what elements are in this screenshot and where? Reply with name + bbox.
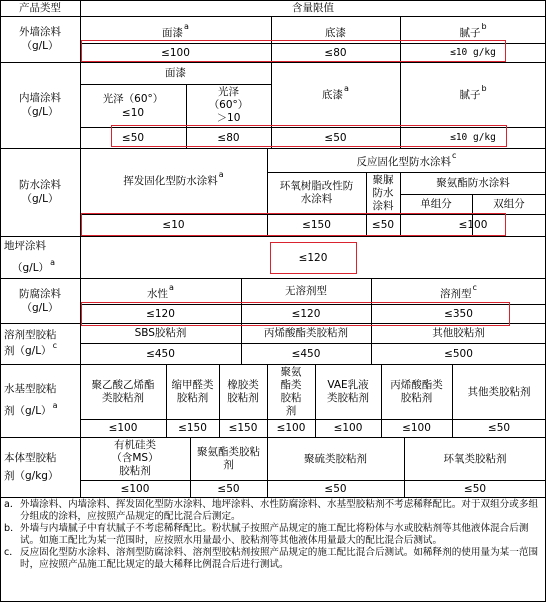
- solvent-adh-acrylic-header: 丙烯酸酯类胶粘剂: [264, 327, 348, 339]
- water-adh-formal-value: ≤150: [178, 422, 207, 434]
- exterior-topcoat-value: ≤100: [161, 46, 190, 59]
- floor-category: [0, 236, 80, 278]
- body-adh-silicone-value: ≤100: [120, 482, 150, 495]
- interior-primer-value: ≤50: [324, 131, 347, 144]
- water-adh-other-header: 其他类胶粘剂: [467, 385, 531, 398]
- waterproof-evap-value: ≤10: [162, 219, 185, 231]
- interior-putty-header: 腻子 b: [459, 83, 487, 101]
- anticorr-solvent-value: ≤350: [444, 307, 473, 320]
- header-product-type: 产品类型: [19, 2, 61, 14]
- highlight-exterior-values: [81, 40, 506, 62]
- interior-putty-value: ≤10 g/kg: [450, 131, 496, 143]
- exterior-topcoat-header: 面漆 a: [162, 21, 189, 39]
- water-adh-name: 水基型胶粘: [4, 383, 57, 395]
- water-adh-unit: 剂$(g/L)^a$: [4, 401, 58, 417]
- highlight-anticorr-values: [81, 302, 510, 326]
- water-adh-other-value: ≤50: [487, 422, 511, 434]
- anticorr-name: 防腐涂料: [19, 287, 61, 300]
- anticorr-unit: （g/L）: [21, 301, 59, 314]
- floor-value: ≤120: [298, 252, 328, 264]
- anticorr-solvent-header: 溶剂型 c: [440, 283, 477, 300]
- footnote-a: a． 外墙涂料、内墙涂料、挥发固化型防水涂料、地坪涂料、水性防腐涂料、水基型胶粘剂不考虑稀释配比。对于双组分或多组分组成的涂料，应按照产品规定的配比混合后测定。: [4, 499, 539, 522]
- interior-gloss-low-header: 光泽 （60°） ＞10: [208, 86, 249, 124]
- waterproof-unit: （g/L）: [21, 193, 59, 205]
- water-adh-acrylic-header: 丙烯酸酯类胶粘剂: [390, 378, 443, 404]
- interior-gloss-low-value: ≤80: [217, 131, 240, 144]
- interior-category: [0, 62, 80, 148]
- anticorr-water-value: ≤120: [146, 307, 175, 320]
- interior-primer-header: 底漆 a: [322, 83, 349, 101]
- exterior-unit: （g/L）: [21, 40, 59, 52]
- exterior-category: [0, 16, 80, 62]
- exterior-name: 外墙涂料: [19, 26, 61, 38]
- water-adh-rubber-value: ≤150: [228, 422, 258, 434]
- waterproof-double-header: 双组分: [493, 198, 525, 210]
- floor-name: 地坪涂料: [4, 239, 46, 252]
- exterior-primer-header: 底漆: [325, 26, 346, 39]
- water-adh-vae-header: VAE乳液类胶粘剂: [327, 378, 369, 404]
- anticorr-water-header: 水性 a: [147, 283, 174, 300]
- body-adh-category: [0, 437, 80, 497]
- solvent-adh-name: 溶剂型胶粘: [4, 329, 57, 341]
- body-adh-name: 本体型胶粘: [4, 452, 57, 464]
- water-adh-pva-header: 聚乙酸乙烯酯类胶粘剂: [91, 378, 155, 404]
- interior-unit: （g/L）: [21, 106, 59, 118]
- anticorr-nosolvent-header: 无溶剂型: [285, 285, 327, 297]
- interior-gloss-high-header: 光泽（60°） ≤10: [102, 92, 164, 119]
- body-adh-epoxy-header: 环氧类胶粘剂: [443, 452, 507, 465]
- waterproof-polyurea-header: 聚脲防水涂料: [372, 173, 394, 212]
- water-adh-vae-value: ≤100: [333, 422, 363, 434]
- anticorr-category: [0, 278, 80, 323]
- highlight-waterproof-values: [81, 213, 506, 236]
- body-adh-polysulfide-header: 聚硫类胶粘剂: [304, 452, 367, 465]
- waterproof-epoxy-header: 环氧树脂改性防水涂料: [279, 180, 354, 205]
- anticorr-nosolvent-value: ≤120: [291, 307, 321, 320]
- water-adh-formal-header: 缩甲醛类胶粘剂: [171, 378, 214, 404]
- floor-unit: $(g/L)^a$: [12, 257, 55, 274]
- solvent-adh-sbs-header: SBS胶粘剂: [134, 327, 187, 339]
- solvent-adh-sbs-value: ≤450: [146, 347, 175, 360]
- waterproof-single-header: 单组分: [420, 198, 452, 210]
- exterior-primer-value: ≤80: [324, 46, 347, 59]
- waterproof-polyurea-value: ≤50: [371, 219, 395, 231]
- water-adh-pu-value: ≤100: [276, 422, 306, 434]
- waterproof-evap-header: 挥发固化型防水涂料 a: [123, 170, 224, 187]
- highlight-floor-value: [270, 242, 357, 274]
- interior-gloss-high-value: ≤50: [121, 131, 145, 144]
- body-adh-epoxy-value: ≤50: [463, 482, 487, 495]
- exterior-putty-header: 腻子 b: [459, 21, 487, 39]
- waterproof-epoxy-value: ≤150: [302, 219, 331, 231]
- footnote-b: b． 外墙与内墙腻子中育状腻子不考虑稀释配比。粉状腻子按照产品规定的施工配比将粉体与水或胶粘剂等其他液体混合后测试。如施工配比为某一范围时，应按照水用量最小、胶粘剂等其他液体用量最大的配比混合后测试。: [4, 523, 529, 546]
- waterproof-category: [0, 148, 80, 236]
- body-adh-unit: 剂（g/kg）: [4, 470, 59, 482]
- waterproof-pu-value: ≤100: [458, 219, 488, 231]
- water-adh-pva-value: ≤100: [108, 422, 138, 434]
- solvent-adh-other-header: 其他胶粘剂: [432, 327, 485, 339]
- body-adh-silicone-header: 有机硅类（含MS）胶粘剂: [111, 439, 159, 477]
- exterior-putty-value: ≤10 g/kg: [450, 46, 496, 58]
- footnote-c: c． 反应固化型防水涂料、溶剂型防腐涂料、溶剂型胶粘剂按照产品规定的施工配比混合后测试。如稀释剂的使用量为某一范围时，应按照产品施工配比规定的最大稀释比例混合后进行测试。: [4, 547, 539, 570]
- solvent-adh-acrylic-value: ≤450: [291, 347, 321, 360]
- body-adh-pu-header: 聚氨酯类胶粘剂: [197, 445, 260, 471]
- solvent-adh-category: [0, 323, 80, 364]
- interior-name: 内墙涂料: [19, 92, 61, 104]
- solvent-adh-other-value: ≤500: [444, 347, 473, 360]
- solvent-adh-unit: 剂$(g/L)^c$: [4, 341, 57, 357]
- waterproof-reactive-header: 反应固化型防水涂料 c: [356, 151, 457, 168]
- interior-topcoat-header: 面漆: [165, 67, 186, 79]
- water-adh-rubber-header: 橡胶类胶粘剂: [227, 378, 259, 404]
- water-adh-pu-header: 聚氨酯类胶粘剂: [280, 365, 302, 417]
- waterproof-name: 防水涂料: [19, 179, 61, 191]
- water-adh-category: [0, 364, 80, 437]
- highlight-interior-values: [111, 125, 507, 147]
- body-adh-pu-value: ≤50: [217, 482, 240, 495]
- waterproof-pu-header: 聚氨酯防水涂料: [436, 177, 510, 189]
- body-adh-polysulfide-value: ≤50: [324, 482, 347, 495]
- footnotes: [4, 499, 540, 571]
- water-adh-acrylic-value: ≤100: [402, 422, 431, 434]
- header-content-limit: 含量限值: [292, 2, 334, 14]
